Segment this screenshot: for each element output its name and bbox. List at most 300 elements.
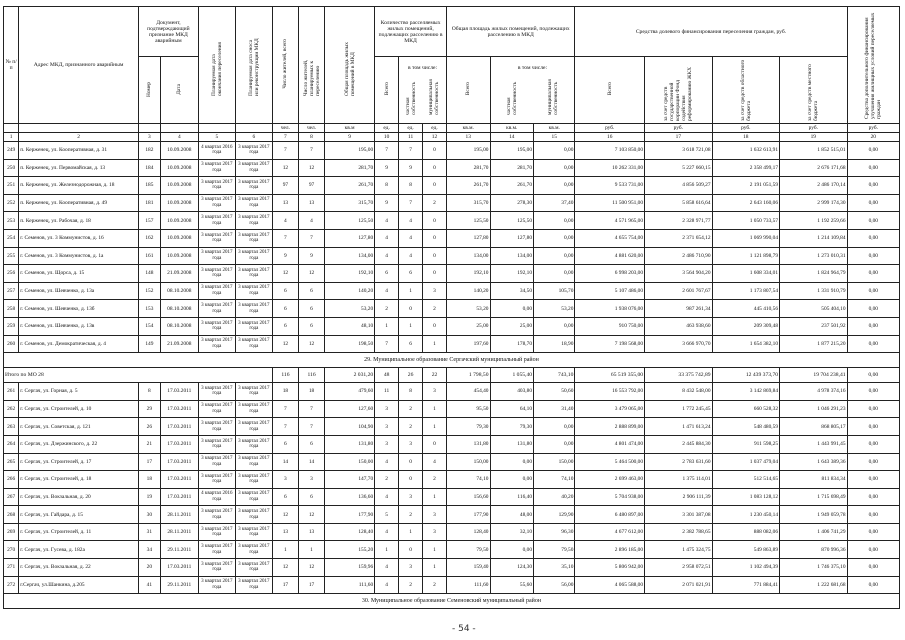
row-number: 264 — [4, 435, 19, 453]
fund-extra-cell: 0,00 — [847, 418, 899, 436]
unit-cell: кв.м. — [446, 124, 490, 133]
fund-local-cell: 1 046 291,23 — [780, 400, 848, 418]
fund-state-cell: 1 375 114,01 — [645, 471, 712, 489]
fund-local-cell: 1 443 991,45 — [780, 435, 848, 453]
doc-date-cell: 10.09.2008 — [160, 159, 198, 177]
rooms-private-cell: 4 — [399, 247, 423, 265]
total-residents: 116 — [272, 368, 298, 383]
fund-total-cell: 5 107 486,00 — [575, 282, 645, 300]
planned-end-cell: 3 квартал 2017 года — [198, 400, 235, 418]
fund-local-cell: 1 877 215,20 — [780, 335, 848, 353]
fund-total-cell: 4 881 620,00 — [575, 247, 645, 265]
rooms-total-cell: 1 — [375, 317, 399, 335]
doc-number-cell: 8 — [138, 383, 160, 401]
residents-cell: 13 — [272, 194, 298, 212]
area-private-cell: 131,80 — [490, 435, 534, 453]
area-private-cell: 195,00 — [490, 142, 534, 160]
residents-planned-cell: 7 — [298, 400, 324, 418]
fund-state-cell: 2 906 111,39 — [645, 488, 712, 506]
fund-region-cell: 3 142 869,84 — [712, 383, 779, 401]
unit-cell: кв.м. — [534, 124, 575, 133]
fund-state-cell: 2 328 971,77 — [645, 212, 712, 230]
address-cell: г. Сергач, ул. Вокзальная, д. 22 — [19, 559, 139, 577]
planned-demolition-cell: 3 квартал 2017 года — [235, 265, 272, 283]
area-municipal-cell: 74,10 — [534, 471, 575, 489]
area-municipal-cell: 37,40 — [534, 194, 575, 212]
address-cell: г. Семенов, ул. 3 Коммунистов, д. 16 — [19, 229, 139, 247]
column-index-cell: 15 — [534, 133, 575, 142]
fund-state-cell: 5 227 660,15 — [645, 159, 712, 177]
rooms-municipal-cell: 1 — [423, 335, 447, 353]
fund-region-cell: 1 102 494,39 — [712, 559, 779, 577]
unit-cell: руб. — [645, 124, 712, 133]
total-area-cell: 159,96 — [325, 559, 375, 577]
fund-total-cell: 2 888 899,00 — [575, 418, 645, 436]
rooms-private-cell: 2 — [399, 576, 423, 594]
fund-local-cell: 1 214 109,84 — [780, 229, 848, 247]
area-total-cell: 127,80 — [446, 229, 490, 247]
area-municipal-cell: 79,50 — [534, 541, 575, 559]
fund-extra-cell: 0,00 — [847, 282, 899, 300]
doc-date-cell: 08.10.2008 — [160, 300, 198, 318]
area-private-cell: 0,00 — [490, 471, 534, 489]
total-fund: 65 519 355,00 — [575, 368, 645, 383]
residents-planned-cell: 14 — [298, 453, 324, 471]
total-rooms-private: 26 — [399, 368, 423, 383]
residents-cell: 6 — [272, 300, 298, 318]
rooms-private-cell: 3 — [399, 559, 423, 577]
area-municipal-cell: 50,60 — [534, 383, 575, 401]
total-area-resettle: 1 798,50 — [446, 368, 490, 383]
unit-cell: ед. — [375, 124, 399, 133]
area-private-cell: 261,70 — [490, 177, 534, 195]
fund-total-cell: 2 896 185,00 — [575, 541, 645, 559]
rooms-total-cell: 3 — [375, 418, 399, 436]
doc-date-cell: 10.09.2008 — [160, 194, 198, 212]
column-index-cell: 4 — [160, 133, 198, 142]
address-cell: г. Семенов, ул. 3 Коммунистов, д. 1а — [19, 247, 139, 265]
col-num-header: № п/п — [4, 7, 19, 124]
column-index-cell: 11 — [399, 133, 423, 142]
area-total-cell: 454,40 — [446, 383, 490, 401]
fund-extra-cell: 0,00 — [847, 453, 899, 471]
area-private-cell: 0,00 — [490, 541, 534, 559]
rooms-private-cell: 4 — [399, 229, 423, 247]
address-cell: г. Сергач, ул. Строителей, д. 18 — [19, 471, 139, 489]
total-area-cell: 134,00 — [325, 247, 375, 265]
fund-region-cell: 2 643 160,06 — [712, 194, 779, 212]
fund-state-cell: 2 958 072,51 — [645, 559, 712, 577]
planned-demolition-cell: 3 квартал 2017 года — [235, 229, 272, 247]
rooms-private-cell: 1 — [399, 523, 423, 541]
fund-extra-cell: 0,00 — [847, 317, 899, 335]
area-municipal-cell: 53,20 — [534, 300, 575, 318]
area-total-cell: 315,70 — [446, 194, 490, 212]
fund-local-cell: 2 486 170,14 — [780, 177, 848, 195]
rooms-municipal-cell: 2 — [423, 300, 447, 318]
column-index-cell: 14 — [490, 133, 534, 142]
address-cell: г. Семенов, ул. Шевченко, д. 13в — [19, 317, 139, 335]
residents-cell: 7 — [272, 142, 298, 160]
area-municipal-cell: 129,90 — [534, 506, 575, 524]
total-fund-state: 33 375 742,89 — [645, 368, 712, 383]
area-total-cell: 131,80 — [446, 435, 490, 453]
fund-region-cell: 512 514,65 — [712, 471, 779, 489]
area-municipal-cell: 0,00 — [534, 317, 575, 335]
fund-total-cell: 4 801 474,00 — [575, 435, 645, 453]
row-number: 261 — [4, 383, 19, 401]
rooms-total-cell: 4 — [375, 212, 399, 230]
rooms-municipal-cell: 1 — [423, 559, 447, 577]
area-total-cell: 125,50 — [446, 212, 490, 230]
total-fund-region: 12 439 373,70 — [712, 368, 779, 383]
rooms-total-cell: 7 — [375, 142, 399, 160]
area-municipal-cell: 0,00 — [534, 229, 575, 247]
address-cell: г. Сергач, ул. Гусева, д. 182а — [19, 541, 139, 559]
rooms-municipal-cell: 1 — [423, 541, 447, 559]
unit-cell: чел. — [272, 124, 298, 133]
rooms-total-cell: 4 — [375, 488, 399, 506]
fund-extra-cell: 0,00 — [847, 471, 899, 489]
area-municipal-cell: 0,00 — [534, 142, 575, 160]
area-total-cell: 156,60 — [446, 488, 490, 506]
area-including-label: в том числе: — [517, 65, 548, 71]
unit-cell — [138, 124, 160, 133]
rooms-private-cell: 0 — [399, 300, 423, 318]
address-cell: г. Сергач, ул. Строителей, д. 11 — [19, 523, 139, 541]
row-number: 254 — [4, 229, 19, 247]
fund-region-cell: 1 632 613,91 — [712, 142, 779, 160]
doc-number-cell: 162 — [138, 229, 160, 247]
rooms-private-cell: 9 — [399, 159, 423, 177]
row-number: 255 — [4, 247, 19, 265]
planned-end-cell: 3 квартал 2017 года — [198, 335, 235, 353]
column-index-cell: 2 — [19, 133, 139, 142]
table-row — [4, 383, 900, 401]
fund-region-cell: 1 050 733,57 — [712, 212, 779, 230]
fund-region-cell: 445 410,56 — [712, 300, 779, 318]
area-private-cell: 79,30 — [490, 418, 534, 436]
residents-planned-cell: 9 — [298, 247, 324, 265]
fund-extra-cell: 0,00 — [847, 383, 899, 401]
area-private-cell: 48,00 — [490, 506, 534, 524]
unit-cell: ед. — [399, 124, 423, 133]
residents-planned-cell: 12 — [298, 506, 324, 524]
total-area-cell: 111,60 — [325, 576, 375, 594]
planned-demolition-cell: 3 квартал 2017 года — [235, 159, 272, 177]
doc-number-cell: 26 — [138, 418, 160, 436]
doc-number-cell: 29 — [138, 400, 160, 418]
row-number: 262 — [4, 400, 19, 418]
doc-number-cell: 30 — [138, 506, 160, 524]
rooms-total-cell: 4 — [375, 229, 399, 247]
rooms-total-cell: 2 — [375, 471, 399, 489]
col-area-total-header: Всего — [446, 57, 490, 124]
doc-number-cell: 161 — [138, 247, 160, 265]
doc-number-cell: 157 — [138, 212, 160, 230]
row-number: 268 — [4, 506, 19, 524]
doc-number-cell: 148 — [138, 265, 160, 283]
col-fund-total-header: Всего — [575, 57, 645, 124]
table-row — [4, 435, 900, 453]
rooms-municipal-cell: 2 — [423, 194, 447, 212]
total-area-cell: 147,70 — [325, 471, 375, 489]
total-area-cell: 479,60 — [325, 383, 375, 401]
fund-local-cell: 1 192 259,66 — [780, 212, 848, 230]
row-number: 267 — [4, 488, 19, 506]
fund-local-cell: 4 978 374,16 — [780, 383, 848, 401]
area-total-cell: 74,10 — [446, 471, 490, 489]
residents-cell: 6 — [272, 488, 298, 506]
doc-date-cell: 08.10.2008 — [160, 282, 198, 300]
fund-local-cell: 1 273 010,31 — [780, 247, 848, 265]
planned-end-cell: 3 квартал 2017 года — [198, 559, 235, 577]
area-private-cell: 55,60 — [490, 576, 534, 594]
row-number: 272 — [4, 576, 19, 594]
planned-end-cell: 3 квартал 2017 года — [198, 229, 235, 247]
residents-planned-cell: 3 — [298, 471, 324, 489]
planned-end-cell: 3 квартал 2017 года — [198, 300, 235, 318]
row-number: 270 — [4, 541, 19, 559]
address-cell: г. Сергач, ул. Строителей, д. 10 — [19, 400, 139, 418]
doc-date-cell: 10.09.2008 — [160, 212, 198, 230]
total-area-cell: 125,50 — [325, 212, 375, 230]
doc-date-cell: 08.10.2008 — [160, 317, 198, 335]
address-cell: п. Керженец, ул. Рабочая, д. 18 — [19, 212, 139, 230]
fund-extra-cell: 0,00 — [847, 435, 899, 453]
row-number: 249 — [4, 142, 19, 160]
doc-date-cell: 17.03.2011 — [160, 453, 198, 471]
total-area-cell: 150,00 — [325, 453, 375, 471]
row-number: 253 — [4, 212, 19, 230]
planned-end-cell: 3 квартал 2017 года — [198, 541, 235, 559]
planned-end-cell: 3 квартал 2017 года — [198, 265, 235, 283]
fund-total-cell: 4 655 754,00 — [575, 229, 645, 247]
table-row — [4, 142, 900, 160]
fund-local-cell: 2 676 171,68 — [780, 159, 848, 177]
fund-total-cell: 6 998 203,00 — [575, 265, 645, 283]
planned-end-cell: 3 квартал 2017 года — [198, 282, 235, 300]
fund-total-cell: 4 571 965,00 — [575, 212, 645, 230]
fund-region-cell: 1 037 479,04 — [712, 453, 779, 471]
fund-state-cell: 2 382 788,65 — [645, 523, 712, 541]
column-index-cell: 12 — [423, 133, 447, 142]
residents-cell: 12 — [272, 159, 298, 177]
area-private-cell: 281,70 — [490, 159, 534, 177]
rooms-private-cell: 8 — [399, 177, 423, 195]
area-total-cell: 150,00 — [446, 453, 490, 471]
fund-state-cell: 1 471 613,24 — [645, 418, 712, 436]
fund-local-cell: 1 643 389,36 — [780, 453, 848, 471]
planned-demolition-cell: 3 квартал 2017 года — [235, 335, 272, 353]
fund-extra-cell: 0,00 — [847, 541, 899, 559]
address-cell: п. Керженец, ул. Первомайская, д. 13 — [19, 159, 139, 177]
area-municipal-cell: 18,90 — [534, 335, 575, 353]
total-area-cell: 128,40 — [325, 523, 375, 541]
fund-total-cell: 7 103 850,00 — [575, 142, 645, 160]
doc-date-cell: 29.11.2011 — [160, 576, 198, 594]
table-row — [4, 282, 900, 300]
area-municipal-cell: 0,00 — [534, 418, 575, 436]
fund-total-cell: 910 750,00 — [575, 317, 645, 335]
rooms-municipal-cell: 0 — [423, 247, 447, 265]
total-area-cell: 140,20 — [325, 282, 375, 300]
rooms-municipal-cell: 1 — [423, 400, 447, 418]
doc-number-cell: 20 — [138, 559, 160, 577]
residents-planned-cell: 6 — [298, 488, 324, 506]
fund-total-cell: 9 533 731,00 — [575, 177, 645, 195]
rooms-total-cell: 4 — [375, 523, 399, 541]
column-index-cell: 8 — [298, 133, 324, 142]
address-cell: г. Семенов, ул. Шевченко, д. 13а — [19, 282, 139, 300]
fund-region-cell: 911 598,25 — [712, 435, 779, 453]
fund-region-cell: 1 654 382,10 — [712, 335, 779, 353]
residents-planned-cell: 13 — [298, 523, 324, 541]
area-municipal-cell: 0,00 — [534, 177, 575, 195]
area-municipal-cell: 0,00 — [534, 435, 575, 453]
fund-extra-cell: 0,00 — [847, 506, 899, 524]
fund-state-cell: 4 856 509,27 — [645, 177, 712, 195]
residents-cell: 7 — [272, 229, 298, 247]
planned-demolition-cell: 3 квартал 2017 года — [235, 317, 272, 335]
fund-total-cell: 4 677 612,00 — [575, 523, 645, 541]
column-index-cell: 16 — [575, 133, 645, 142]
row-number: 250 — [4, 159, 19, 177]
rooms-private-cell: 3 — [399, 488, 423, 506]
section-30-title: 30. Муниципальное образование Семеновский муниципальный район — [4, 594, 900, 609]
residents-cell: 6 — [272, 435, 298, 453]
rooms-municipal-label: муниципальная собственность — [427, 79, 440, 115]
fund-state-cell: 3 564 904,20 — [645, 265, 712, 283]
fund-extra-cell: 0,00 — [847, 194, 899, 212]
col-fund-extra-header: Средства дополнительного финансирования улучшения жилищных условий переселяемых граждан — [847, 7, 899, 124]
area-private-cell: 403,80 — [490, 383, 534, 401]
rooms-municipal-cell: 0 — [423, 265, 447, 283]
area-total-cell: 95,50 — [446, 400, 490, 418]
col-planned-end-header: Планируемая дата окончания переселения — [198, 7, 235, 124]
total-area-cell: 192,10 — [325, 265, 375, 283]
row-number: 265 — [4, 453, 19, 471]
total-area-private: 1 055,40 — [490, 368, 534, 383]
fund-region-cell: 548 480,59 — [712, 418, 779, 436]
table-row — [4, 212, 900, 230]
fund-total-cell: 2 699 463,00 — [575, 471, 645, 489]
fund-extra-cell: 0,00 — [847, 229, 899, 247]
table-row — [4, 159, 900, 177]
area-private-cell: 125,50 — [490, 212, 534, 230]
residents-cell: 12 — [272, 335, 298, 353]
unit-cell — [4, 124, 19, 133]
fund-state-cell: 5 858 616,64 — [645, 194, 712, 212]
address-cell: г. Семенов, ул. Шевченко, д. 13б — [19, 300, 139, 318]
total-area-cell: 177,90 — [325, 506, 375, 524]
fund-extra-cell: 0,00 — [847, 265, 899, 283]
area-municipal-cell: 96,30 — [534, 523, 575, 541]
row-number: 259 — [4, 317, 19, 335]
unit-cell: кв.м. — [490, 124, 534, 133]
total-area-municipal: 743,10 — [534, 368, 575, 383]
area-municipal-cell: 0,00 — [534, 247, 575, 265]
row-number: 266 — [4, 471, 19, 489]
column-index-cell: 5 — [198, 133, 235, 142]
row-number: 263 — [4, 418, 19, 436]
area-total-cell: 281,70 — [446, 159, 490, 177]
rooms-private-label: частная собственность — [405, 81, 418, 115]
area-private-cell: 178,70 — [490, 335, 534, 353]
doc-number-cell: 18 — [138, 471, 160, 489]
residents-cell: 12 — [272, 265, 298, 283]
total-area: 2 031,20 — [325, 368, 375, 383]
resettlement-table-sheet — [3, 6, 900, 609]
planned-demolition-cell: 3 квартал 2017 года — [235, 576, 272, 594]
rooms-including-label: в том числе: — [407, 65, 438, 71]
fund-extra-cell: 0,00 — [847, 523, 899, 541]
fund-state-cell: 2 486 710,90 — [645, 247, 712, 265]
area-private-cell: 32,10 — [490, 523, 534, 541]
planned-end-cell: 3 квартал 2017 года — [198, 418, 235, 436]
rooms-municipal-cell: 0 — [423, 212, 447, 230]
planned-demolition-cell: 3 квартал 2017 года — [235, 300, 272, 318]
address-cell: г. Семенов, ул. Демократическая, д. 4 — [19, 335, 139, 353]
resettlement-table — [3, 6, 900, 609]
residents-planned-cell: 7 — [298, 229, 324, 247]
planned-demolition-cell: 3 квартал 2017 года — [235, 471, 272, 489]
rooms-private-cell: 1 — [399, 317, 423, 335]
rooms-total-cell: 8 — [375, 177, 399, 195]
fund-extra-cell: 0,00 — [847, 488, 899, 506]
table-row — [4, 471, 900, 489]
column-index-cell: 19 — [780, 133, 848, 142]
col-residents-total-header: Число жителей, всего — [272, 7, 298, 124]
residents-cell: 3 — [272, 471, 298, 489]
doc-date-cell: 17.03.2011 — [160, 418, 198, 436]
fund-state-cell: 2 445 884,30 — [645, 435, 712, 453]
fund-extra-cell: 0,00 — [847, 212, 899, 230]
area-municipal-cell: 0,00 — [534, 265, 575, 283]
unit-cell: ед. — [423, 124, 447, 133]
rooms-total-cell: 4 — [375, 576, 399, 594]
residents-planned-cell: 4 — [298, 212, 324, 230]
doc-date-cell: 17.03.2011 — [160, 559, 198, 577]
planned-end-cell: 3 квартал 2017 года — [198, 194, 235, 212]
total-area-cell: 281,70 — [325, 159, 375, 177]
area-municipal-cell: 40,20 — [534, 488, 575, 506]
row-number: 256 — [4, 265, 19, 283]
fund-total-cell: 11 500 951,00 — [575, 194, 645, 212]
planned-demolition-cell: 3 квартал 2017 года — [235, 212, 272, 230]
table-row — [4, 418, 900, 436]
table-row — [4, 194, 900, 212]
rooms-municipal-cell: 0 — [423, 435, 447, 453]
area-municipal-cell: 31,40 — [534, 400, 575, 418]
doc-number-cell: 149 — [138, 335, 160, 353]
fund-total-cell: 1 938 076,00 — [575, 300, 645, 318]
area-total-cell: 197,60 — [446, 335, 490, 353]
planned-demolition-cell: 3 квартал 2017 года — [235, 453, 272, 471]
residents-cell: 6 — [272, 282, 298, 300]
planned-end-cell: 3 квартал 2017 года — [198, 383, 235, 401]
row-number: 271 — [4, 559, 19, 577]
residents-cell: 12 — [272, 559, 298, 577]
fund-total-cell: 6 480 897,00 — [575, 506, 645, 524]
table-row — [4, 576, 900, 594]
rooms-private-cell: 0 — [399, 541, 423, 559]
area-total-cell: 79,30 — [446, 418, 490, 436]
total-residents-planned: 116 — [298, 368, 324, 383]
fund-state-cell: 2 783 631,60 — [645, 453, 712, 471]
rooms-municipal-cell: 0 — [423, 229, 447, 247]
unit-cell — [19, 124, 139, 133]
